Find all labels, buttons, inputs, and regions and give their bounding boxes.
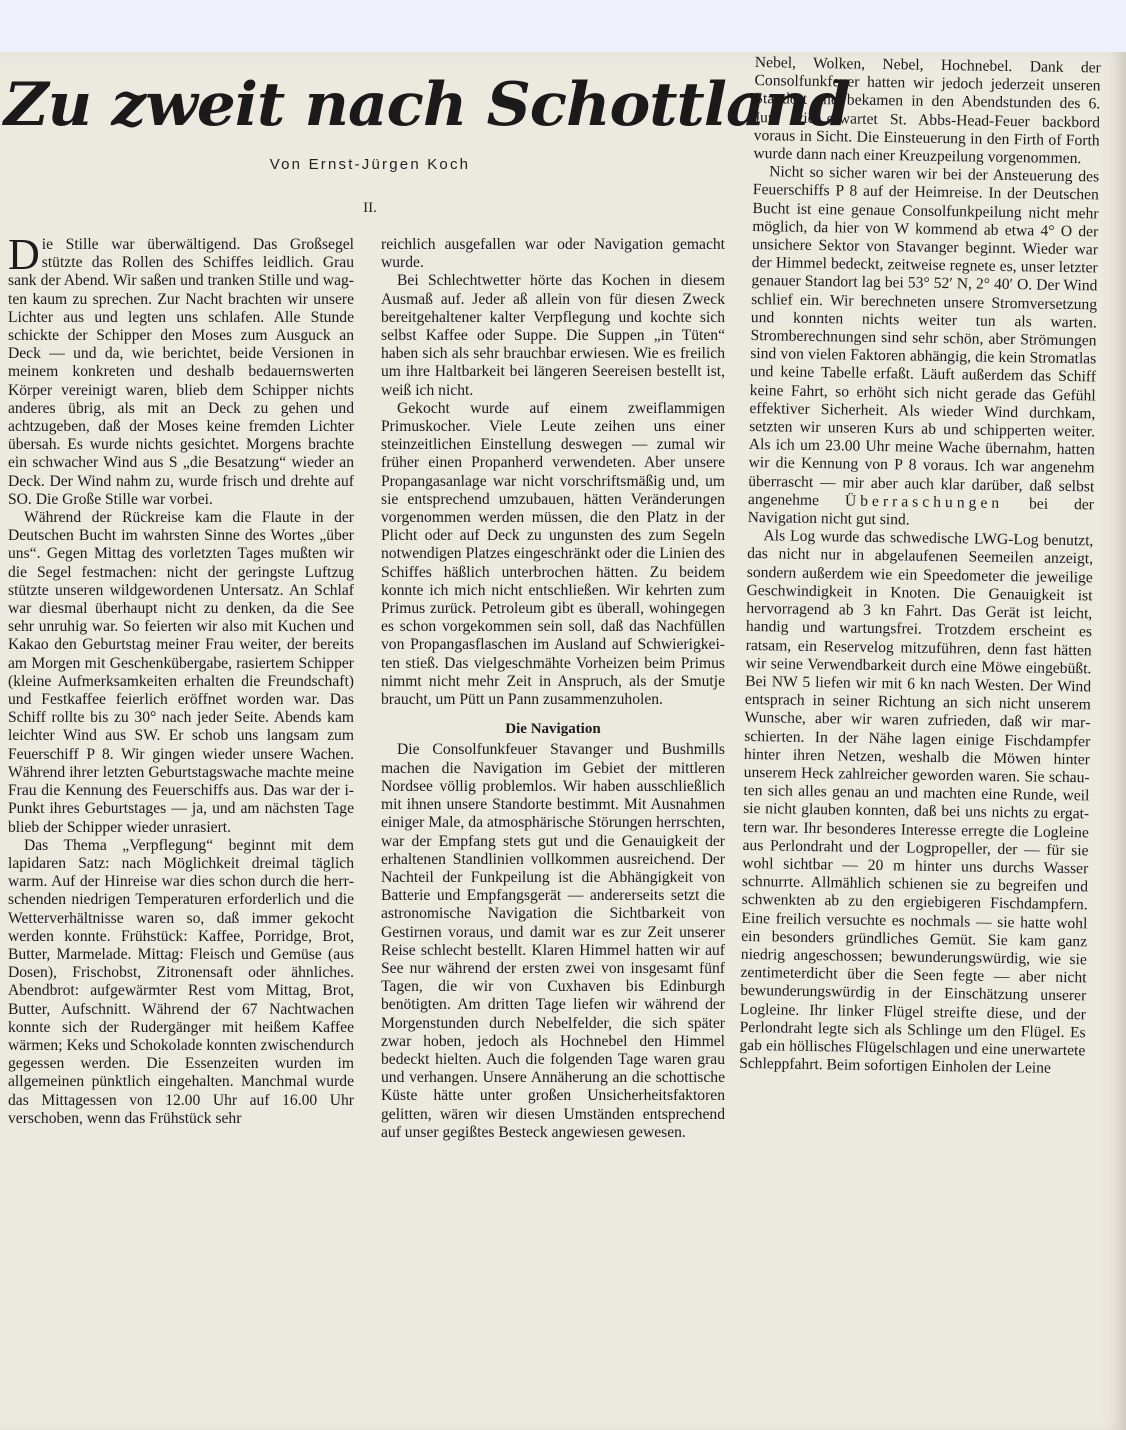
paragraph: Gekocht wurde auf einem zweiflammigen Primuskocher. Viele Leute zeihen uns einer steinzeitlichen Einstellung deswegen — zumal wir früher einen Propanherd verwendeten. Aber unsere Propangasanlage war nicht vorschriftsmäßig und, um sie entsprechend umzubauen, hätten Veränderungen vorgenommen werden müssen, die den Platz in der Plicht oder auf Deck zu ungunsten des zum Segeln notwendigen Platzes eingeschränkt oder die Linien des Schiffes häßlich unterbrochen hätten. Zu beidem konnte ich mich nicht entschließen. Wir kehrten zum Primus zurück. Petroleum gibt es überall, wohingegen es schon vorgekommen sein soll, daß das Nachfüllen von Propangasflaschen im Ausland auf Schwierigkeiten stieß. Das vielgeschmähte Vorheizen beim Primus nimmt nicht mehr Zeit in Anspruch, als der Smutje braucht, um Pütt un Pann zusammenzuholen. <box>381 399 725 709</box>
text-column-1 <box>8 230 355 1128</box>
paragraph: Bei Schlechtwetter hörte das Kochen in diesem Ausmaß auf. Jeder aß allein von für diesen Zweck bereitgehaltener kalter Verpflegung und kochte sich selbst Kaffee oder Suppe. Die Suppen „in Tüten“ haben sich als sehr brauchbar erwiesen. Wie es freilich um ihre Haltbarkeit bei längeren Seereisen bestellt ist, weiß ich nicht. <box>381 272 725 399</box>
text-column-2 <box>381 236 725 1142</box>
text-column-3 <box>739 54 1101 1079</box>
magazine-page <box>0 52 1126 1430</box>
article-title: Zu zweit nach Schottland <box>4 70 850 140</box>
paragraph: Die Consolfunkfeuer Stavanger und Bushmills machen die Navigation im Gebiet der mittleren Nordsee völlig problemlos. Wir haben ausschließlich mit ihnen unsere Standorte bestimmt. Mit Ausnahmen einiger Male, da atmosphärische Störungen herrschten, war der Empfang stets gut und die Genauigkeit der erhaltenen Standlinien vollkommen ausreichend. Der Nachteil der Funkpeilung ist die Abhängigkeit von Batterie und Empfangsgerät — andererseits setzt die astronomische Navigation die Sichtbarkeit von Gestirnen voraus, und damit war es zur Zeit unserer Reise schlecht bestellt. Klaren Himmel hatten wir auf See nur während der ersten zwei von insgesamt fünf Tagen, die wir von Cuxhaven bis Edinburgh benötigten. Am dritten Tage liefen wir während der Morgenstunden durch Nebelfelder, die sich später zwar hoben, jedoch als Hochnebel den Himmel bedeckt hielten. Auch die folgenden Tage waren grau und verhangen. Unsere Annäherung an die schottische Küste hätte unter großen Unsicherheitsfaktoren gelitten, wären wir diesen Umständen entsprechend auf unser gegißtes Besteck angewiesen gewesen. <box>381 741 725 1141</box>
drop-cap: D <box>8 230 40 279</box>
paragraph-text: bei der Navigation nicht gut sind. <box>747 495 1095 529</box>
paragraph: Das Thema „Verpflegung“ beginnt mit dem lapidaren Satz: nach Möglichkeit dreimal täglich warm. Auf der Hinreise war dies schon durch die herrschenden niedrigen Temperaturen erforderlich und die Wetterverhältnisse waren so, daß immer gekocht werden konnte. Frühstück: Kaffee, Porridge, Brot, Butter, Marmelade. Mittag: Fleisch und Gemüse (aus Dosen), Frischobst, Zitronensaft oder ähnliches. Abendbrot: aufgewärmter Rest vom Mittag, Brot, Butter, Aufschnitt. Während der 67 Nachtwachen konnte sich der Rudergänger mit heißem Kaffee wärmen; Keks und Schokolade konnten zwischendurch gegessen werden. Die Essenzeiten wurden im allgemeinen pünktlich eingehalten. Manchmal wurde das Mittagessen von 12.00 Uhr auf 16.00 Uhr verschoben, wenn das Frühstück sehr <box>8 836 355 1127</box>
section-heading: Die Navigation <box>505 721 601 738</box>
emphasized-word: Überraschungen <box>844 492 1004 512</box>
paragraph-text: Nicht so sicher waren wir bei der Ansteuerung des Feuerschiffs P 8 auf der Heimreise. In der Deutschen Bucht ist eine genaue Consolfunkpeilung nicht mehr möglich, da hier von W kommend ab etwa 4° O der unsichere Sektor von Stavanger beginnt. Wieder war der Himmel bedeckt, zeitweise regnete es, unser letzter genauer Standort lag bei 53° 52′ N, 2° 40′ O. Der Wind schlief ein. Wir berechneten unsere Stromversetzung und konnten nichts weiter tun als warten. Stromberechnungen sind sehr schön, aber Strömungen sind von vielen Faktoren abhängig, die kein Stromatlas und keine Tabelle erfaßt. Läuft außerdem das Schiff keine Fahrt, so erhöht sich nicht gerade das Gefühl effektiver Sicherheit. Als wieder Wind durchkam, setzten wir unseren Kurs ab und schipperten weiter. Als ich um 23.00 Uhr meine Wache übernahm, hatten wir die Kennung von P 8 voraus. Ich war angenehm überrascht — mir aber auch klar darüber, daß selbst angenehme <box>747 163 1100 509</box>
paragraph <box>748 163 1100 532</box>
paragraph: Als Log wurde das schwedische LWG-Log benutzt, das nicht nur in abgelaufenen Seemeilen anzeigt, sondern außerdem wie ein Speedometer die jeweilige Geschwindigkeit in Knoten. Die Genauigkeit ist hervorragend ab 3 kn Fahrt. Das Gerät ist leicht, handig und wartungsfrei. Trotzdem erscheint es ratsam, ein Reservelog mitzuführen, denn fast hätten wir seine Verwendbarkeit durch eine Möwe eingebüßt. Bei NW 5 liefen wir mit 6 kn nach Westen. Der Wind entsprach in seiner Richtung an sich nicht unserem Wunsche, aber wir waren zufrieden, daß wir marschierten. In der Nähe lagen einige Fischdampfer hinter ihren Netzen, weshalb die Möwen hinter unserem Heck zahlreicher geworden waren. Sie schauten sich alles genau an und machten eine Runde, weil sie nicht glauben konnten, daß bei uns nichts zu ergattern war. Ihr besonderes Interesse erregte die Logleine aus Perlondraht und der Logpropeller, der — für sie wohl sichtbar — 20 m hinter uns durchs Wasser schnurrte. Allmählich schienen sie zu begreifen und schwenkten ab zu den ergiebigeren Fischdampfern. Eine freilich versuchte es nochmals — sie hatte wohl ein besonders gründliches Gemüt. Sie kam ganz niedrig angeschossen; bewunderungswürdig, wie sie zentimeterdicht über die Seen fegte — aber nicht bewunderungswürdig in der Einschätzung unserer Logleine. Ihr linker Flügel streifte diese, und der Perlondraht legte sich als Schlinge um den Flügel. Es gab ein höllisches Flügelschlagen und eine unerwartete Schleppfahrt. Beim sofortigen Einholen der Leine <box>739 527 1094 1077</box>
article-byline: Von Ernst-Jürgen Koch <box>269 156 471 173</box>
paragraph: Nebel, Wolken, Nebel, Hochnebel. Dank der Consolfunkfeuer hatten wir jedoch jederzeit unseren Standort und bekamen in den Abendstunden des 6. Juni wie erwartet St. Abbs-Head-Feuer backbord voraus in Sicht. Die Einsteuerung in den Firth of Forth wurde dann nach einer Kreuzpeilung vorgenommen. <box>753 54 1101 168</box>
paragraph: Während der Rückreise kam die Flaute in der Deutschen Bucht im wahrsten Sinne des Wortes „über uns“. Gegen Mittag des vorletzten Tages mußten wir die Segel festmachen: nicht der geringste Luftzug stützte unseren wildgewordenen Untersatz. An Schlaf war diesmal überhaupt nicht zu denken, da die See sehr unruhig war. So feierten wir also mit Kuchen und Kakao den Geburtstag meiner Frau weiter, der bereits am Morgen mit Geschenkübergabe, rasiertem Schipper (kleine Aufmerksamkeiten erhalten die Freundschaft) und Festkaffee feierlich eröffnet worden war. Das Schiff rollte bis zu 30° nach jeder Seite. Abends kam leichter Wind aus SW. Er schob uns langsam zum Feuerschiff P 8. Wir gingen wieder unsere Wachen. Während ihrer letzten Geburtstagswache machte meine Frau die Kennung des Feuerschiffs aus. Das war der i-Punkt ihres Geburtstages — ja, und am nächsten Tage blieb der Schipper wieder unrasiert. <box>8 509 354 836</box>
paragraph <box>8 230 354 509</box>
paragraph: reichlich ausgefallen war oder Navigation gemacht wurde. <box>381 236 725 272</box>
paragraph-text: ie Stille war überwältigend. Das Großsegel stützte das Rollen des Schiffes leidlich. Grau sank der Abend. Wir saßen und tranken Stille und wagten kaum zu sprechen. Zur Nacht brachten wir unsere Lichter aus und legten uns schlafen. Alle Stunde schickte der Schipper den Moses zum Ausguck an Deck — und da, wie berichtet, beide Versionen in meinem konkreten und deshalb bedauernswerten Körper vereinigt waren, blieb dem Schipper nichts anderes übrig, als mit an Deck zu gehen und achtzugeben, daß der Moses keine fremden Lichter übersah. Es wurde nichts gesichtet. Morgens brachte ein schwacher Wind aus S „die Besatzung“ wieder an Deck. Der Wind nahm zu, wurde frisch und drehte auf SO. Die Große Stille war vorbei. <box>8 236 354 508</box>
part-number: II. <box>363 200 377 216</box>
